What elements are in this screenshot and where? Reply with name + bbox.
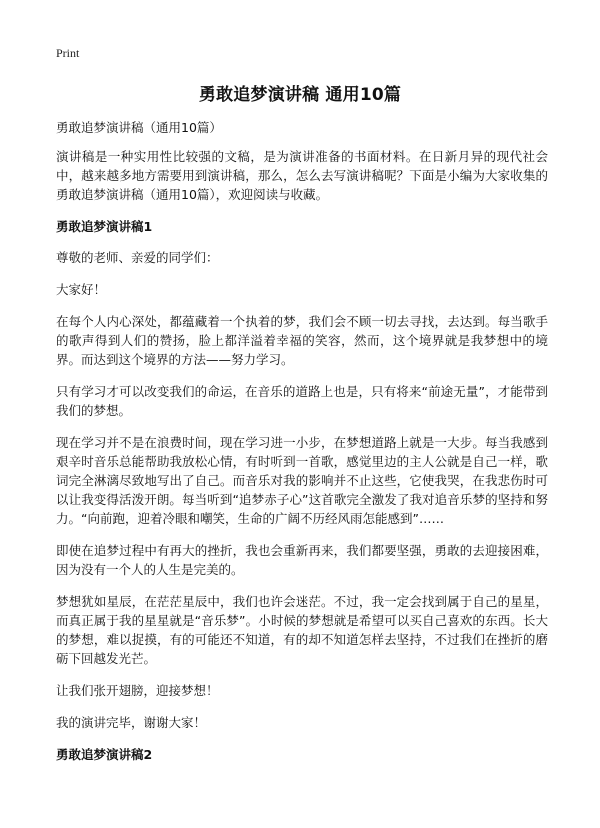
- body-paragraph: 即使在追梦过程中有再大的挫折，我也会重新再来，我们都要坚强，勇敢的去迎接困难，因为没有一个人的人生是完美的。: [56, 543, 548, 577]
- document-subtitle: 勇敢追梦演讲稿（通用10篇）: [56, 120, 222, 135]
- closing-paragraph: 我的演讲完毕，谢谢大家！: [56, 715, 207, 730]
- greeting: 大家好！: [56, 282, 107, 297]
- body-paragraph: 在每个人内心深处，都蕴藏着一个执着的梦，我们会不顾一切去寻找，去达到。每当歌手的歌声得到人们的赞扬，脸上都洋溢着幸福的笑容，然而，这个境界就是我梦想中的境界。而达到这个境界的方法——努力学习。: [56, 314, 548, 367]
- salutation: 尊敬的老师、亲爱的同学们：: [56, 250, 219, 265]
- page-title: 勇敢追梦演讲稿 通用10篇: [198, 85, 402, 105]
- section-heading-1: 勇敢追梦演讲稿1: [56, 219, 153, 234]
- intro-paragraph: 演讲稿是一种实用性比较强的文稿，是为演讲准备的书面材料。在日新月异的现代社会中，越来越多地方需要用到演讲稿，那么，怎么去写演讲稿呢？下面是小编为大家收集的勇敢追梦演讲稿（通用10篇），欢迎阅读与收藏。: [56, 149, 548, 202]
- body-paragraph: 梦想犹如星辰，在茫茫星辰中，我们也许会迷茫。不过，我一定会找到属于自己的星星，而真正属于我的星星就是“音乐梦”。小时候的梦想就是希望可以买自己喜欢的东西。长大的梦想，难以捉摸，有的可能还不知道，有的却不知道怎样去坚持，不过我们在挫折的磨砺下回越发光芒。: [56, 594, 548, 666]
- body-paragraph: 让我们张开翅膀，迎接梦想！: [56, 683, 219, 698]
- body-paragraph: 现在学习并不是在浪费时间，现在学习进一小步，在梦想道路上就是一大步。每当我感到艰辛时音乐总能帮助我放松心情，有时听到一首歌，感觉里边的主人公就是自己一样，歌词完全淋漓尽致地写出了自己。而音乐对我的影响并不止这些，它使我哭，在我悲伤时可以让我变得活泼开朗。每当听到“追梦赤子心”这首歌完全激发了我对追音乐梦的坚持和努力。“向前跑，迎着冷眼和嘲笑，生命的广阔不历经风雨怎能感到”……: [56, 435, 548, 526]
- body-paragraph: 只有学习才可以改变我们的命运，在音乐的道路上也是，只有将来“前途无量”，才能带到我们的梦想。: [56, 384, 548, 418]
- print-link[interactable]: Print: [56, 46, 80, 60]
- section-heading-2: 勇敢追梦演讲稿2: [56, 747, 153, 762]
- document-body: [56, 118, 548, 776]
